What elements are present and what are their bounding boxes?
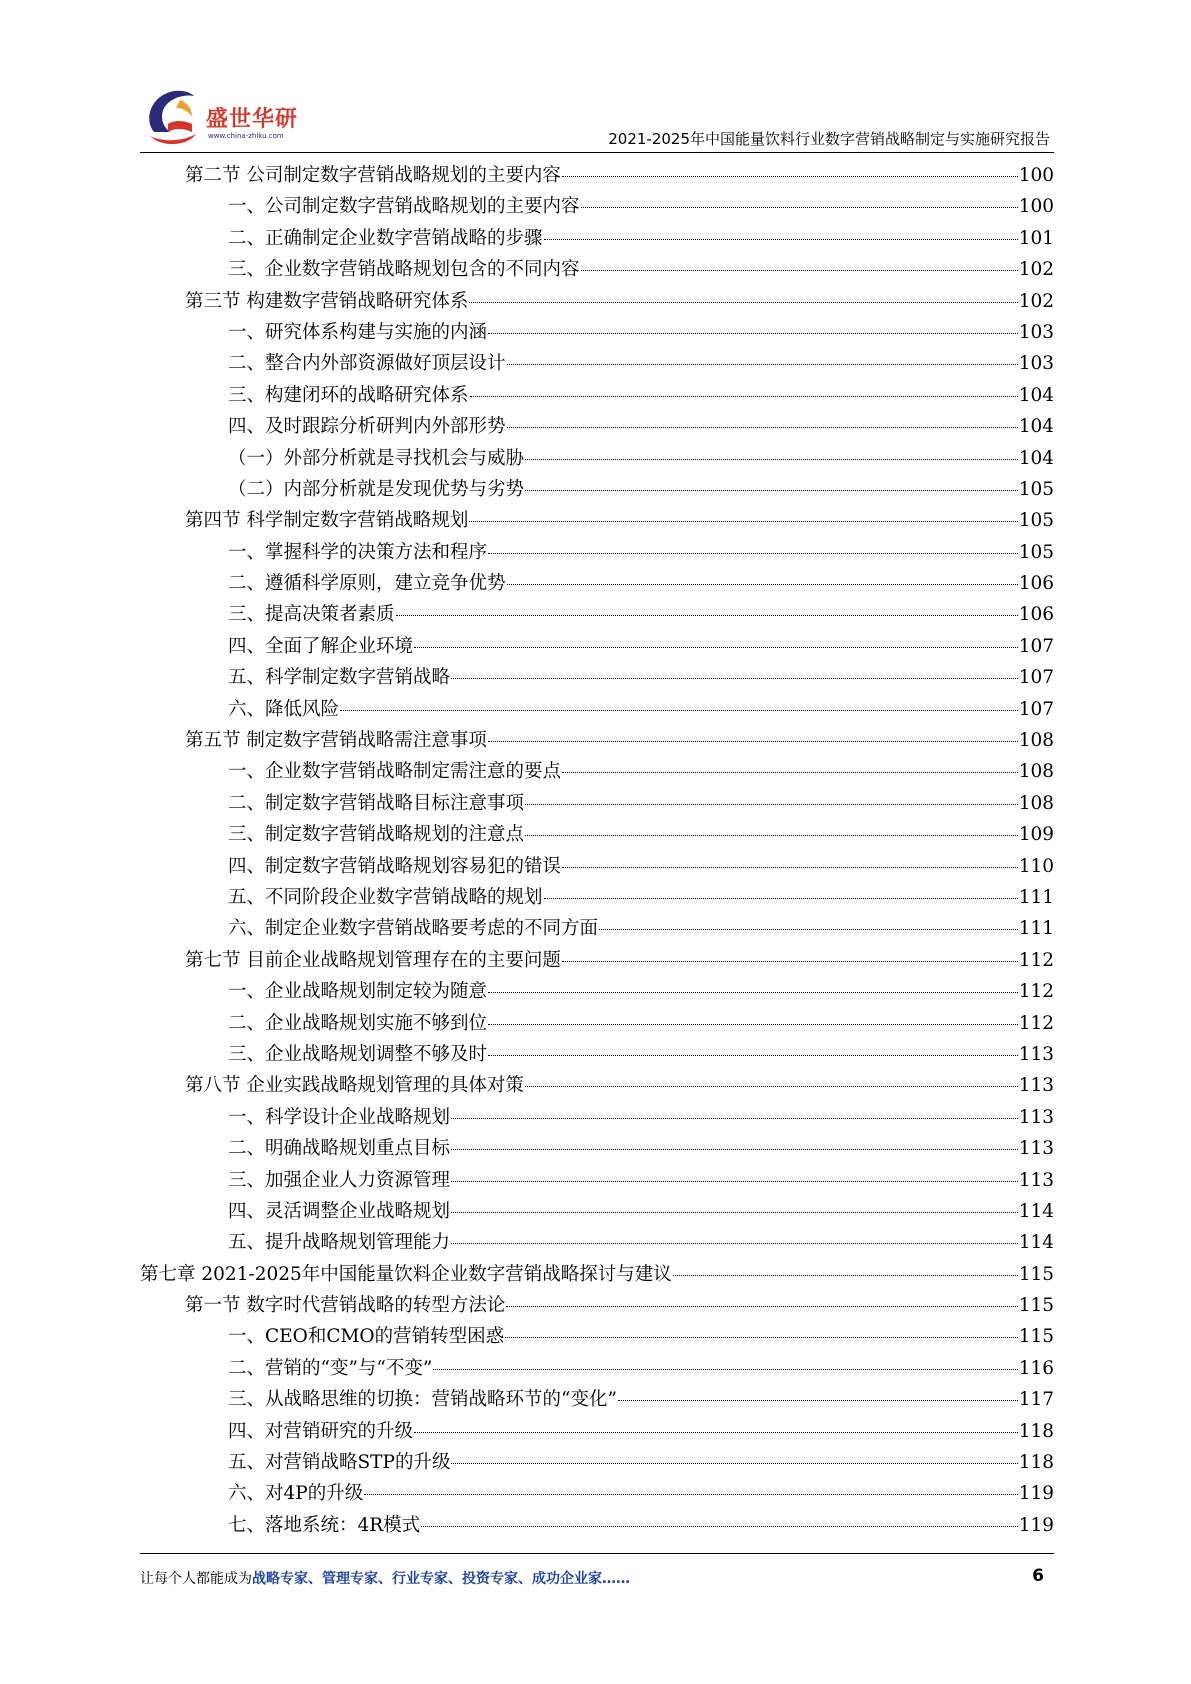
toc-entry[interactable]: [140, 1479, 1054, 1510]
toc-entry-title: 三、制定数字营销战略规划的注意点: [228, 824, 525, 846]
toc-dot-leader: [618, 1400, 1018, 1401]
toc-dot-leader: [414, 647, 1018, 648]
toc-entry-title: 第五节 制定数字营销战略需注意事项: [185, 730, 487, 752]
toc-dot-leader: [544, 239, 1018, 240]
toc-dot-leader: [488, 1024, 1018, 1025]
toc-dot-leader: [451, 1243, 1018, 1244]
toc-entry-page: 115: [1018, 1295, 1054, 1317]
logo-swoosh-icon: [140, 80, 210, 150]
toc-entry-title: 二、明确战略规划重点目标: [228, 1138, 451, 1160]
toc-entry[interactable]: [140, 726, 1054, 757]
toc-dot-leader: [525, 1086, 1018, 1087]
toc-entry-page: 104: [1018, 416, 1054, 438]
toc-entry-title: 第一节 数字时代营销战略的转型方法论: [185, 1295, 506, 1317]
toc-dot-leader: [562, 176, 1018, 177]
toc-entry-page: 119: [1018, 1514, 1054, 1536]
toc-entry[interactable]: [140, 1260, 1054, 1291]
page-number: 6: [1032, 1566, 1044, 1586]
toc-entry-page: 109: [1018, 824, 1054, 846]
toc-dot-leader: [451, 1149, 1018, 1150]
toc-entry[interactable]: [140, 1071, 1054, 1102]
toc-entry-title: 一、掌握科学的决策方法和程序: [228, 541, 488, 563]
toc-entry-title: 五、对营销战略STP的升级: [228, 1452, 451, 1474]
toc-entry-title: 一、CEO和CMO的营销转型困惑: [228, 1326, 505, 1348]
toc-entry[interactable]: [140, 883, 1054, 914]
header-divider: [140, 152, 1054, 153]
toc-dot-leader: [433, 1369, 1017, 1370]
toc-entry-page: 118: [1018, 1420, 1054, 1442]
toc-dot-leader: [488, 333, 1018, 334]
toc-entry-title: 六、降低风险: [228, 698, 340, 720]
toc-dot-leader: [507, 364, 1018, 365]
toc-entry-title: 二、遵循科学原则，建立竞争优势: [228, 573, 506, 595]
toc-entry-title: 第八节 企业实践战略规划管理的具体对策: [185, 1075, 524, 1097]
toc-entry[interactable]: [140, 192, 1054, 223]
toc-entry[interactable]: [140, 1009, 1054, 1040]
toc-entry[interactable]: [140, 161, 1054, 192]
toc-entry-page: 108: [1018, 792, 1054, 814]
toc-entry[interactable]: [140, 1385, 1054, 1416]
toc-dot-leader: [340, 710, 1018, 711]
toc-dot-leader: [364, 1494, 1017, 1495]
toc-entry-page: 106: [1018, 604, 1054, 626]
toc-dot-leader: [470, 396, 1018, 397]
toc-entry[interactable]: [140, 1511, 1054, 1542]
toc-entry-title: 三、加强企业人力资源管理: [228, 1169, 451, 1191]
footer-slogan-lead: 让每个人都能成为: [140, 1571, 252, 1587]
toc-dot-leader: [451, 1118, 1018, 1119]
toc-entry-title: 二、正确制定企业数字营销战略的步骤: [228, 227, 543, 249]
toc-entry-title: 一、公司制定数字营销战略规划的主要内容: [228, 196, 580, 218]
toc-entry-page: 107: [1018, 635, 1054, 657]
toc-dot-leader: [451, 1463, 1017, 1464]
toc-entry[interactable]: [140, 632, 1054, 663]
toc-entry-page: 100: [1018, 165, 1054, 186]
toc-entry-title: 第七章 2021-2025年中国能量饮料企业数字营销战略探讨与建议: [140, 1263, 672, 1285]
page-footer: [140, 1568, 1054, 1588]
toc-entry[interactable]: [140, 224, 1054, 255]
toc-dot-leader: [599, 929, 1018, 930]
logo-text: 盛世华研: [206, 107, 299, 132]
toc-entry-page: 108: [1018, 730, 1054, 752]
toc-entry-page: 102: [1018, 259, 1054, 281]
footer-divider: [140, 1553, 1054, 1554]
toc-entry-title: 四、及时跟踪分析研判内外部形势: [228, 416, 506, 438]
toc-dot-leader: [544, 898, 1018, 899]
toc-dot-leader: [414, 1432, 1018, 1433]
toc-entry[interactable]: [140, 600, 1054, 631]
toc-entry[interactable]: [140, 538, 1054, 569]
toc-entry-page: 103: [1018, 321, 1054, 343]
page-header: [140, 80, 1054, 160]
toc-entry[interactable]: [140, 977, 1054, 1008]
toc-dot-leader: [562, 961, 1018, 962]
toc-entry-page: 113: [1018, 1169, 1054, 1191]
toc-entry-title: 二、整合内外部资源做好顶层设计: [228, 353, 506, 375]
toc-entry-title: 七、落地系统：4R模式: [228, 1514, 421, 1536]
toc-entry[interactable]: [140, 349, 1054, 380]
toc-dot-leader: [488, 553, 1018, 554]
toc-entry-title: 三、从战略思维的切换：营销战略环节的“变化”: [228, 1389, 617, 1411]
toc-entry-page: 104: [1018, 447, 1054, 469]
toc-entry-title: 四、对营销研究的升级: [228, 1420, 414, 1442]
toc-dot-leader: [525, 459, 1018, 460]
toc-dot-leader: [581, 207, 1018, 208]
toc-entry[interactable]: [140, 1166, 1054, 1197]
toc-entry-title: 三、企业战略规划调整不够及时: [228, 1043, 488, 1065]
toc-entry[interactable]: [140, 1228, 1054, 1259]
document-title: 2021-2025年中国能量饮料行业数字营销战略制定与实施研究报告: [608, 130, 1050, 148]
toc-entry[interactable]: [140, 381, 1054, 412]
toc-entry-page: 112: [1018, 981, 1054, 1003]
toc-entry-title: 三、企业数字营销战略规划包含的不同内容: [228, 259, 580, 281]
toc-entry[interactable]: [140, 318, 1054, 349]
toc-entry-page: 113: [1018, 1043, 1054, 1065]
toc-entry-page: 107: [1018, 667, 1054, 689]
toc-entry-title: 五、不同阶段企业数字营销战略的规划: [228, 886, 543, 908]
toc-entry[interactable]: [140, 757, 1054, 788]
toc-entry-title: （二）内部分析就是发现优势与劣势: [228, 478, 525, 500]
toc-entry-page: 103: [1018, 353, 1054, 375]
toc-entry-title: 二、营销的“变”与“不变”: [228, 1357, 433, 1379]
toc-dot-leader: [507, 584, 1018, 585]
toc-dot-leader: [673, 1275, 1018, 1276]
toc-entry-title: 二、制定数字营销战略目标注意事项: [228, 792, 525, 814]
toc-entry[interactable]: [140, 475, 1054, 506]
toc-entry[interactable]: [140, 506, 1054, 537]
toc-dot-leader: [581, 270, 1018, 271]
toc-entry-page: 101: [1018, 227, 1054, 249]
toc-entry-page: 113: [1018, 1075, 1054, 1097]
toc-entry-page: 107: [1018, 698, 1054, 720]
toc-entry[interactable]: [140, 412, 1054, 443]
toc-entry-page: 111: [1018, 918, 1054, 940]
toc-dot-leader: [488, 992, 1018, 993]
toc-dot-leader: [525, 835, 1018, 836]
toc-dot-leader: [469, 302, 1017, 303]
toc-entry[interactable]: [140, 663, 1054, 694]
toc-dot-leader: [451, 678, 1018, 679]
toc-entry[interactable]: [140, 1417, 1054, 1448]
toc-dot-leader: [451, 1181, 1018, 1182]
toc-entry-page: 114: [1018, 1232, 1054, 1254]
toc-dot-leader: [396, 615, 1018, 616]
toc-entry-title: 四、全面了解企业环境: [228, 635, 414, 657]
toc-entry[interactable]: [140, 1354, 1054, 1385]
toc-entry-title: 四、灵活调整企业战略规划: [228, 1200, 451, 1222]
toc-entry-title: 一、研究体系构建与实施的内涵: [228, 321, 488, 343]
toc-entry-title: 六、对4P的升级: [228, 1483, 364, 1505]
toc-entry-page: 115: [1018, 1326, 1054, 1348]
toc-entry[interactable]: [140, 287, 1054, 318]
toc-entry[interactable]: [140, 444, 1054, 475]
toc-entry-title: 三、提高决策者素质: [228, 604, 395, 626]
toc-entry[interactable]: [140, 1040, 1054, 1071]
toc-dot-leader: [421, 1526, 1017, 1527]
toc-entry-page: 119: [1018, 1483, 1054, 1505]
toc-entry-page: 111: [1018, 886, 1054, 908]
footer-slogan-accent: 战略专家、管理专家、行业专家、投资专家、成功企业家……: [252, 1571, 630, 1587]
toc-entry[interactable]: [140, 946, 1054, 977]
toc-entry[interactable]: [140, 820, 1054, 851]
toc-entry-title: 五、科学制定数字营销战略: [228, 667, 451, 689]
toc-dot-leader: [562, 772, 1018, 773]
toc-entry[interactable]: [140, 1134, 1054, 1165]
toc-dot-leader: [505, 1337, 1018, 1338]
toc-entry-title: 四、制定数字营销战略规划容易犯的错误: [228, 855, 562, 877]
table-of-contents: [140, 161, 1054, 1542]
toc-entry[interactable]: [140, 789, 1054, 820]
toc-entry-page: 113: [1018, 1106, 1054, 1128]
toc-dot-leader: [451, 1212, 1018, 1213]
toc-entry-page: 105: [1018, 478, 1054, 500]
toc-entry-page: 106: [1018, 573, 1054, 595]
toc-entry-title: （一）外部分析就是寻找机会与威胁: [228, 447, 525, 469]
toc-dot-leader: [469, 521, 1017, 522]
toc-entry-title: 三、构建闭环的战略研究体系: [228, 384, 469, 406]
toc-entry-title: 第四节 科学制定数字营销战略规划: [185, 510, 469, 532]
toc-dot-leader: [562, 867, 1018, 868]
toc-entry[interactable]: [140, 1197, 1054, 1228]
toc-entry-page: 113: [1018, 1138, 1054, 1160]
toc-entry-title: 第七节 目前企业战略规划管理存在的主要问题: [185, 949, 561, 971]
toc-dot-leader: [506, 1306, 1017, 1307]
toc-entry-title: 六、制定企业数字营销战略要考虑的不同方面: [228, 918, 599, 940]
toc-entry[interactable]: [140, 914, 1054, 945]
toc-dot-leader: [507, 427, 1018, 428]
toc-entry-page: 102: [1018, 290, 1054, 312]
toc-entry-page: 104: [1018, 384, 1054, 406]
toc-entry[interactable]: [140, 1291, 1054, 1322]
toc-entry-page: 105: [1018, 541, 1054, 563]
toc-entry-page: 118: [1018, 1452, 1054, 1474]
toc-dot-leader: [525, 490, 1018, 491]
toc-entry[interactable]: [140, 1103, 1054, 1134]
toc-entry[interactable]: [140, 255, 1054, 286]
toc-entry-page: 105: [1018, 510, 1054, 532]
toc-dot-leader: [488, 741, 1018, 742]
toc-entry-title: 第三节 构建数字营销战略研究体系: [185, 290, 469, 312]
toc-entry-title: 一、企业数字营销战略制定需注意的要点: [228, 761, 562, 783]
toc-entry[interactable]: [140, 569, 1054, 600]
toc-entry-title: 二、企业战略规划实施不够到位: [228, 1012, 488, 1034]
company-logo: [140, 80, 310, 150]
toc-entry[interactable]: [140, 695, 1054, 726]
toc-entry-page: 108: [1018, 761, 1054, 783]
toc-entry-title: 一、科学设计企业战略规划: [228, 1106, 451, 1128]
toc-entry-page: 116: [1018, 1357, 1054, 1379]
toc-entry[interactable]: [140, 1448, 1054, 1479]
logo-url: www.china-zhiku.com: [208, 132, 284, 140]
toc-entry-page: 112: [1018, 1012, 1054, 1034]
toc-entry-title: 一、企业战略规划制定较为随意: [228, 981, 488, 1003]
toc-entry-page: 100: [1018, 196, 1054, 218]
toc-entry[interactable]: [140, 852, 1054, 883]
toc-dot-leader: [488, 1055, 1018, 1056]
toc-entry-title: 第二节 公司制定数字营销战略规划的主要内容: [185, 165, 561, 186]
toc-dot-leader: [525, 804, 1018, 805]
toc-entry-page: 117: [1018, 1389, 1054, 1411]
toc-entry-page: 110: [1018, 855, 1054, 877]
toc-entry[interactable]: [140, 1322, 1054, 1353]
toc-entry-page: 114: [1018, 1200, 1054, 1222]
toc-entry-page: 112: [1018, 949, 1054, 971]
toc-entry-title: 五、提升战略规划管理能力: [228, 1232, 451, 1254]
toc-entry-page: 115: [1018, 1263, 1054, 1285]
